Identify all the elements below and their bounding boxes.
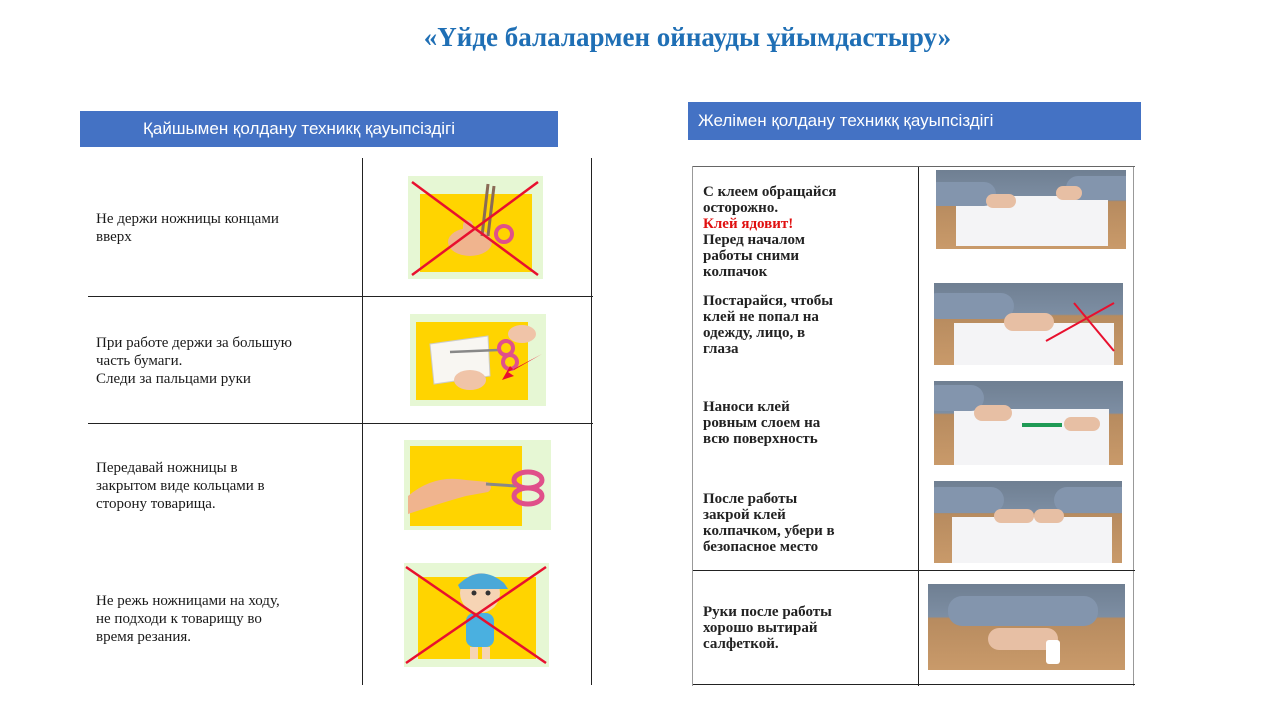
rule-text: Передавай ножницы в закрытом виде кольцами в сторону товарища. (96, 460, 265, 512)
glue-apply-photo (934, 381, 1123, 465)
row-divider (693, 570, 1135, 571)
rule-text: Постарайся, чтобы клей не попал на одежду, лицо, в глаза (703, 293, 833, 357)
scissors-section-header: Қайшымен қолдану техникқ қауыпсіздігі (80, 111, 558, 147)
glue-safety-table (692, 166, 1134, 686)
table-border (693, 684, 1135, 685)
scissors-cutting-paper-icon (410, 314, 546, 406)
rule-text: Не держи ножницы концами вверх (96, 211, 279, 245)
slide-title: «Үйде балалармен ойнауды ұйымдастыру» (423, 22, 952, 52)
table-row (88, 158, 593, 296)
scissors-crossed-icon (408, 176, 543, 279)
wipe-hands-photo (928, 584, 1125, 670)
table-row (88, 296, 593, 423)
column-divider (918, 166, 919, 686)
warning-text: Клей ядовит! (703, 216, 794, 232)
rule-text: При работе держи за большую часть бумаги. Следи за пальцами руки (96, 335, 292, 387)
rule-text: После работы закрой клей колпачком, убери в безопасное место (703, 491, 835, 555)
scissors-passing-icon (404, 440, 551, 530)
glue-section-header: Желімен қолдану техникқ қауыпсіздігі (688, 102, 1141, 140)
rule-text: Руки после работы хорошо вытирай салфеткой. (703, 604, 832, 652)
table-row (88, 551, 593, 685)
rule-text: С клеем обращайся осторожно. Клей ядовит! Перед началом работы сними колпачок (703, 184, 837, 280)
glue-cap-photo (936, 170, 1126, 249)
glue-close-photo (934, 481, 1122, 563)
glue-crossed-photo (934, 283, 1123, 365)
child-crossed-icon (404, 563, 549, 667)
rule-text: Наноси клей ровным слоем на всю поверхность (703, 399, 821, 447)
rule-text: Не режь ножницами на ходу, не подходи к товарищу во время резания. (96, 593, 280, 645)
table-row (88, 423, 593, 551)
scissors-safety-table (88, 158, 593, 685)
table-border (693, 166, 1135, 167)
